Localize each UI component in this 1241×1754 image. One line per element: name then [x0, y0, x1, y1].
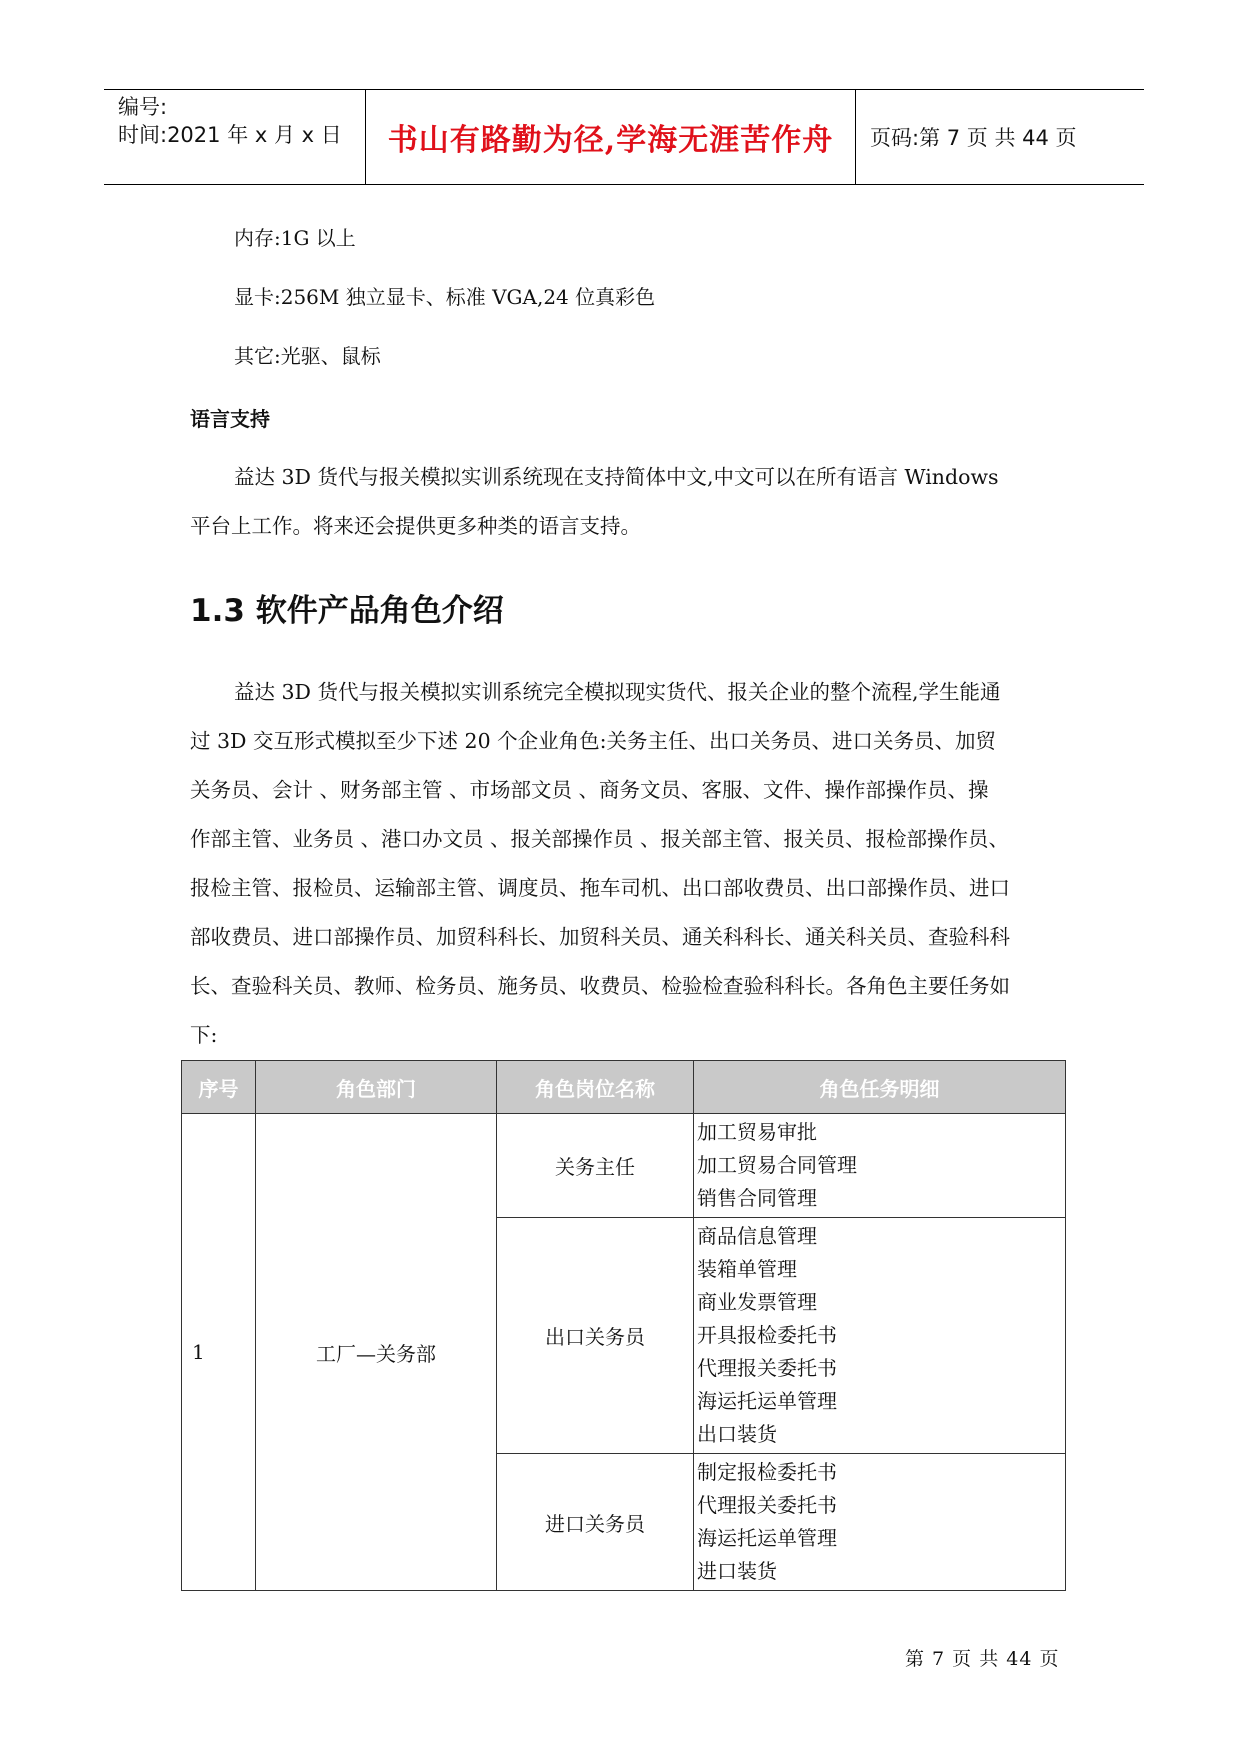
header-seq: 序号 — [182, 1061, 256, 1114]
spec-graphics: 显卡:256M 独立显卡、标准 VGA,24 位真彩色 — [234, 285, 656, 309]
section-line: 部收费员、进口部操作员、加贸科科长、加贸科关员、通关科科长、通关科关员、查验科科 — [190, 925, 1010, 949]
header-time: 时间:2021 年 x 月 x 日 — [118, 123, 342, 147]
task-list — [694, 1114, 1066, 1218]
header-dept: 角色部门 — [256, 1061, 497, 1114]
task-item: 海运托运单管理 — [697, 1389, 837, 1413]
task-list — [694, 1218, 1066, 1454]
task-item: 商业发票管理 — [697, 1290, 817, 1314]
language-line: 平台上工作。将来还会提供更多种类的语言支持。 — [190, 514, 641, 538]
section-line: 作部主管、业务员 、港口办文员 、报关部操作员 、报关部主管、报关员、报检部操作员、 — [190, 827, 1010, 851]
language-line: 益达 3D 货代与报关模拟实训系统现在支持简体中文,中文可以在所有语言 Windows — [234, 465, 999, 489]
page-header — [104, 89, 1144, 185]
header-position: 角色岗位名称 — [497, 1061, 694, 1114]
section-line: 关务员、会计 、财务部主管 、市场部文员 、商务文员、客服、文件、操作部操作员、操 — [190, 778, 989, 802]
task-item: 加工贸易合同管理 — [697, 1153, 857, 1177]
position-name: 关务主任 — [497, 1114, 694, 1218]
section-line: 过 3D 交互形式模拟至少下述 20 个企业角色:关务主任、出口关务员、进口关务员、加贸 — [190, 729, 997, 753]
header-number: 编号: — [118, 95, 168, 119]
table-row — [182, 1114, 1066, 1218]
header-motto: 书山有路勤为径,学海无涯苦作舟 — [366, 90, 856, 184]
task-item: 海运托运单管理 — [697, 1526, 837, 1550]
section-line: 长、查验科关员、教师、检务员、施务员、收费员、检验检查验科科长。各角色主要任务如 — [190, 974, 1010, 998]
task-item: 商品信息管理 — [697, 1224, 817, 1248]
header-tasks: 角色任务明细 — [694, 1061, 1066, 1114]
header-page-info: 页码:第 7 页 共 44 页 — [870, 126, 1077, 150]
task-list — [694, 1454, 1066, 1591]
table-header-row — [182, 1061, 1066, 1114]
position-name: 出口关务员 — [497, 1218, 694, 1454]
task-item: 制定报检委托书 — [697, 1460, 837, 1484]
row-seq: 1 — [182, 1114, 256, 1591]
task-item: 开具报检委托书 — [697, 1323, 837, 1347]
position-name: 进口关务员 — [497, 1454, 694, 1591]
task-item: 装箱单管理 — [697, 1257, 797, 1281]
task-item: 加工贸易审批 — [697, 1120, 817, 1144]
spec-memory: 内存:1G 以上 — [234, 226, 356, 250]
section-line: 下: — [190, 1023, 218, 1047]
header-meta — [104, 90, 366, 184]
section-line: 报检主管、报检员、运输部主管、调度员、拖车司机、出口部收费员、出口部操作员、进口 — [190, 876, 1010, 900]
row-dept: 工厂—关务部 — [256, 1114, 497, 1591]
task-item: 出口装货 — [697, 1422, 777, 1446]
roles-table — [181, 1060, 1066, 1591]
task-item: 销售合同管理 — [697, 1186, 817, 1210]
task-item: 代理报关委托书 — [697, 1493, 837, 1517]
task-item: 进口装货 — [697, 1559, 777, 1583]
language-heading: 语言支持 — [190, 407, 270, 431]
task-item: 代理报关委托书 — [697, 1356, 837, 1380]
section-line: 益达 3D 货代与报关模拟实训系统完全模拟现实货代、报关企业的整个流程,学生能通 — [234, 680, 1001, 704]
section-title: 1.3 软件产品角色介绍 — [190, 593, 504, 629]
page-footer: 第 7 页 共 44 页 — [905, 1648, 1060, 1670]
spec-other: 其它:光驱、鼠标 — [234, 344, 381, 368]
